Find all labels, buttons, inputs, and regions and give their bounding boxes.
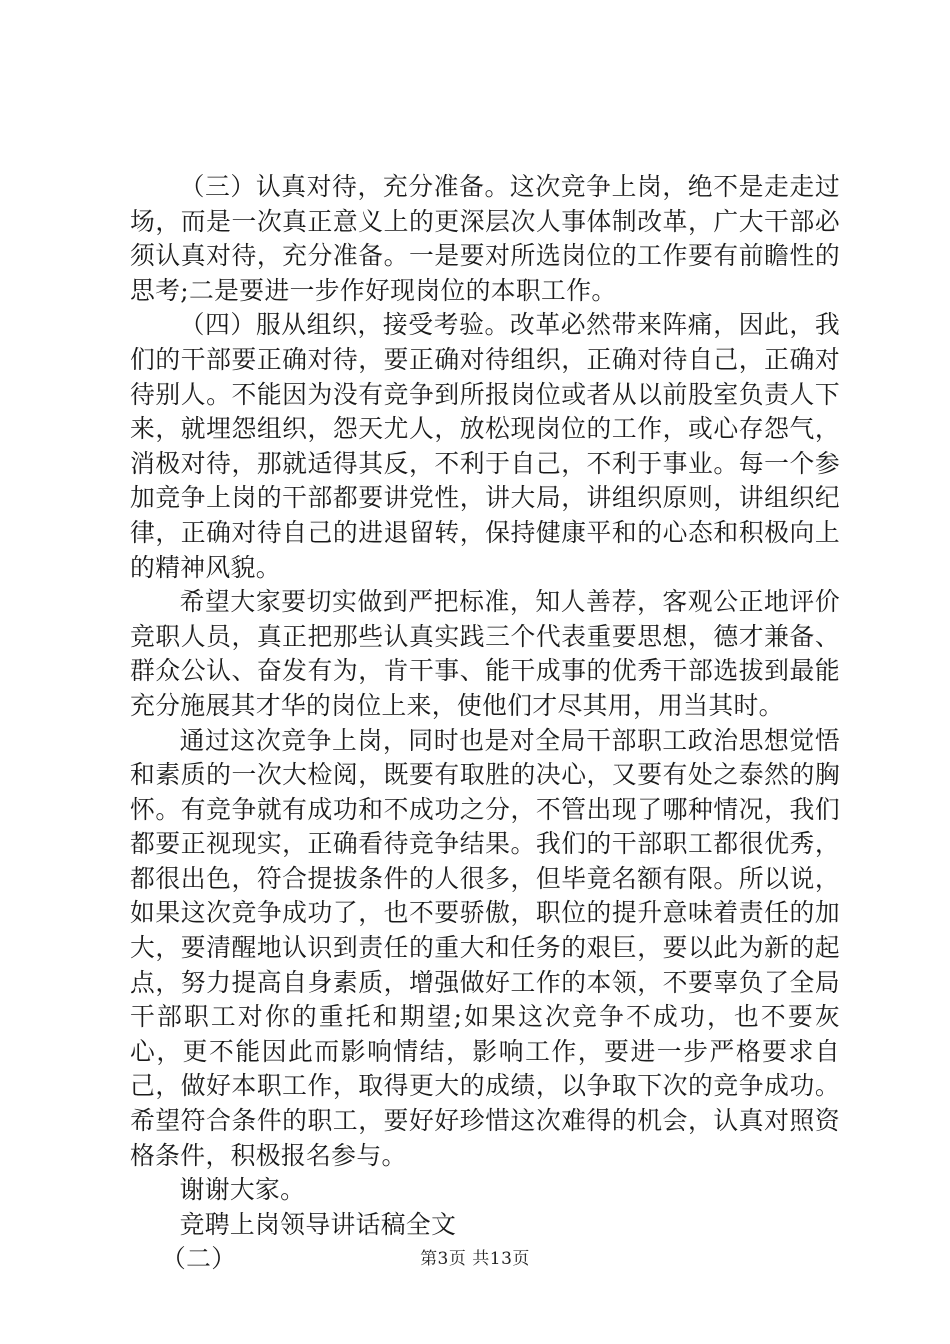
paragraph-hope: 希望大家要切实做到严把标准，知人善荐，客观公正地评价竞职人员，真正把那些认真实践三个代表重要思想，德才兼备、群众公认、奋发有为，肯干事、能干成事的优秀干部选拔到最能充分施展其才华的岗位上来，使他们才尽其用，用当其时。 — [130, 587, 840, 720]
paragraph-section-four: （四）服从组织，接受考验。改革必然带来阵痛，因此，我们的干部要正确对待，要正确对待组织，正确对待自己，正确对待别人。不能因为没有竞争到所报岗位或者从以前股室负责人下来，就埋怨组织，怨天尤人，放松现岗位的工作，或心存怨气，消极对待，那就适得其反，不利于自己，不利于事业。每一个参加竞争上岗的干部都要讲党性，讲大局，讲组织原则，讲组织纪律，正确对待自己的进退留转，保持健康平和的心态和积极向上的精神风貌。 — [130, 310, 840, 582]
next-section-label: （二） — [161, 1244, 237, 1274]
paragraph-competition: 通过这次竞争上岗，同时也是对全局干部职工政治思想觉悟和素质的一次大检阅，既要有取胜的决心，又要有处之泰然的胸怀。有竞争就有成功和不成功之分，不管出现了哪种情况，我们都要正视现实，正确看待竞争结果。我们的干部职工都很优秀，都很出色，符合提拔条件的人很多，但毕竟名额有限。所以说，如果这次竞争成功了，也不要骄傲，职位的提升意味着责任的加大，要清醒地认识到责任的重大和任务的艰巨，要以此为新的起点，努力提高自身素质，增强做好工作的本领，不要辜负了全局干部职工对你的重托和期望;如果这次竞争不成功，也不要灰心，更不能因此而影响情结，影响工作，要进一步严格要求自己，做好本职工作，取得更大的成绩，以争取下次的竞争成功。希望符合条件的职工，要好好珍惜这次难得的机会，认真对照资格条件，积极报名参与。 — [130, 725, 840, 1170]
next-document-title: 竞聘上岗领导讲话稿全文 — [179, 1209, 457, 1239]
closing-thanks: 谢谢大家。 — [179, 1175, 306, 1205]
page-number-footer: 第3页 共13页 — [420, 1249, 530, 1269]
paragraph-section-three: （三）认真对待，充分准备。这次竞争上岗，绝不是走走过场，而是一次真正意义上的更深层次人事体制改革，广大干部必须认真对待，充分准备。一是要对所选岗位的工作要有前瞻性的思考;二是要进一步作好现岗位的本职工作。 — [130, 172, 840, 305]
document-body — [130, 170, 840, 1277]
